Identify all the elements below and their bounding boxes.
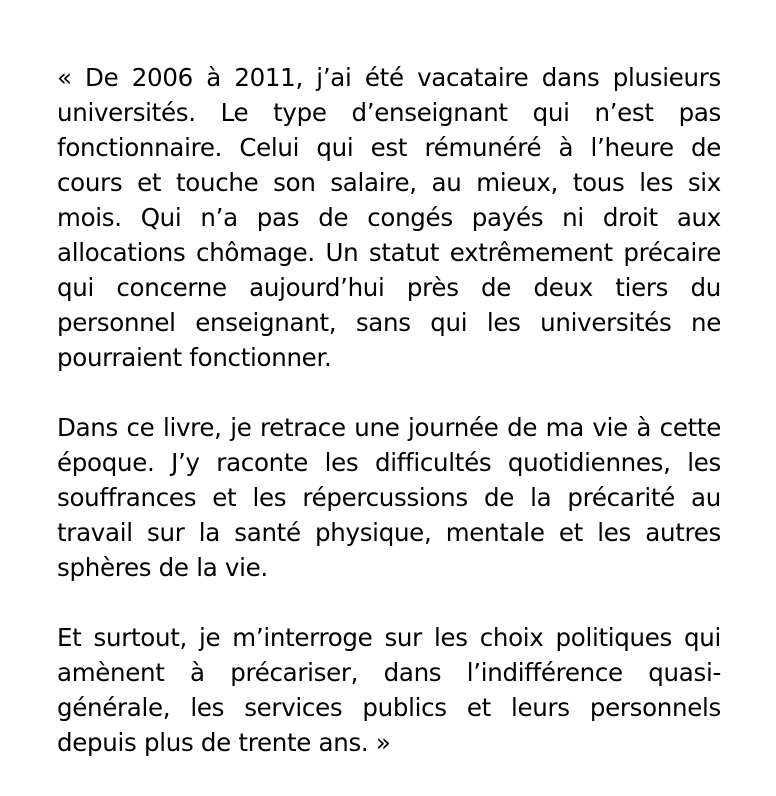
- paragraph-3: Et surtout, je m’interroge sur les choix politiques qui amènent à précariser, dans l’indifférence quasi-générale, les services publics et leurs personnels depuis plus de trente ans. »: [57, 623, 721, 757]
- paragraph-2: Dans ce livre, je retrace une journée de ma vie à cette époque. J’y raconte les difficultés quotidiennes, les souffrances et les répercussions de la précarité au travail sur la santé physique, mentale et les autres sphères de la vie.: [57, 413, 721, 582]
- paragraph-1: « De 2006 à 2011, j’ai été vacataire dans plusieurs universités. Le type d’enseignant qui n’est pas fonctionnaire. Celui qui est rémunéré à l’heure de cours et touche son salaire, au mieux, tous les six mois. Qui n’a pas de congés payés ni droit aux allocations chômage. Un statut extrêmement précaire qui concerne aujourd’hui près de deux tiers du personnel enseignant, sans qui les universités ne pourraient fonctionner.: [57, 63, 721, 372]
- document-body: [57, 60, 721, 760]
